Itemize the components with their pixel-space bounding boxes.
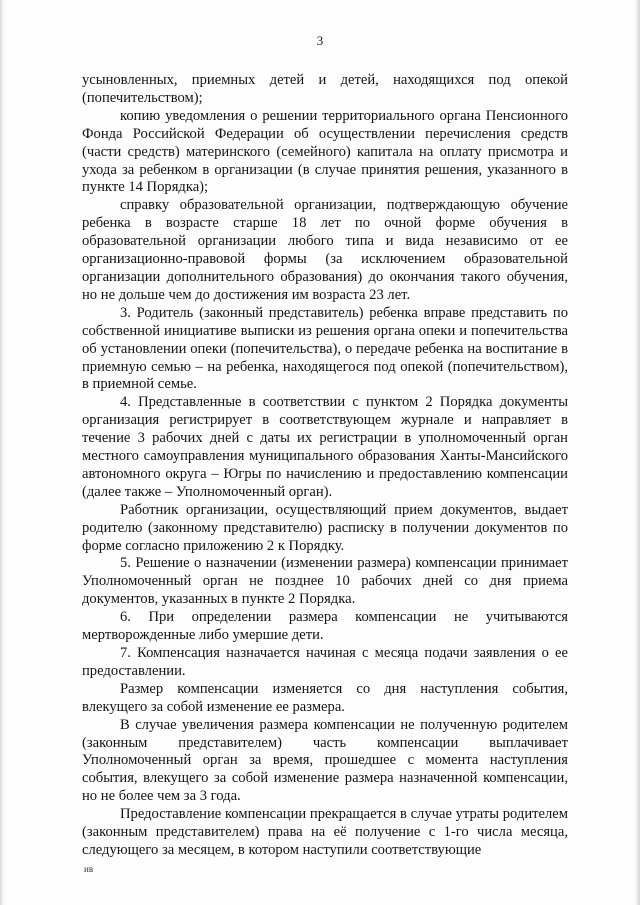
paragraph-item-4: 4. Представленные в соответствии с пунктом 2 Порядка документы организация регистрирует в соответствующем журнале и направляет в течение 3 рабочих дней с даты их регистрации в уполномоченный орган местного самоуправления муниципального образования Ханты-Мансийского автономного округа – Югры по начислению и предоставлению компенсации (далее также – Уполномоченный орган).	[82, 394, 568, 500]
document-body	[82, 72, 568, 860]
paragraph-increase: В случае увеличения размера компенсации не полученную родителем (законным представителем) часть компенсации выплачивает Уполномоченный орган за время, прошедшее с момента наступления события, влекущего за собой изменение размера назначенной компенсации, но не более чем за 3 года.	[82, 716, 568, 805]
scan-edge-left	[0, 0, 4, 905]
paragraph-continuation: усыновленных, приемных детей и детей, находящихся под опекой (попечительством);	[82, 72, 568, 106]
paragraph-education-certificate: справку образовательной организации, подтверждающую обучение ребенка в возрасте старше 18 лет по очной форме обучения в образовательной организации любого типа и вида независимо от ее организационно-правовой формы (за исключением образовательной организации дополнительного образования) до окончания такого обучения, но не дольше чем до достижения им возраста 23 лет.	[82, 197, 568, 303]
page-number: 3	[316, 33, 324, 48]
paragraph-termination: Предоставление компенсации прекращается в случае утраты родителем (законным представителем) права на её получение с 1-го числа месяца, следующего за месяцем, в котором наступили соответствующие	[82, 806, 568, 858]
paragraph-item-6: 6. При определении размера компенсации не учитываются мертворожденные либо умершие дети.	[82, 609, 568, 644]
paragraph-item-5: 5. Решение о назначении (изменении размера) компенсации принимает Уполномоченный орган не позднее 10 рабочих дней со дня приема документов, указанных в пункте 2 Порядка.	[82, 555, 568, 608]
paragraph-item-3: 3. Родитель (законный представитель) ребенка вправе представить по собственной инициативе выписки из решения органа опеки и попечительства об установлении опеки (попечительства), о передаче ребенка на воспитание в приемную семью – на ребенка, находящегося под опекой (попечительством), в приемной семье.	[82, 304, 568, 393]
scan-edge-right	[635, 0, 640, 905]
paragraph-item-7: 7. Компенсация назначается начиная с месяца подачи заявления о ее предоставлении.	[82, 645, 568, 679]
paragraph-notification-copy: копию уведомления о решении территориального органа Пенсионного Фонда Российской Федерации об осуществлении перечисления средств (части средств) материнского (семейного) капитала на оплату присмотра и ухода за ребенком в организации (в случае принятия решения, указанного в пункте 14 Порядка);	[82, 107, 568, 196]
paragraph-size-change: Размер компенсации изменяется со дня наступления события, влекущего за собой изменение ее размера.	[82, 680, 568, 715]
footer-mark: ив	[84, 864, 94, 874]
paragraph-receipt: Работник организации, осуществляющий прием документов, выдает родителю (законному представителю) расписку в получении документов по форме согласно приложению 2 к Порядку.	[82, 501, 568, 554]
